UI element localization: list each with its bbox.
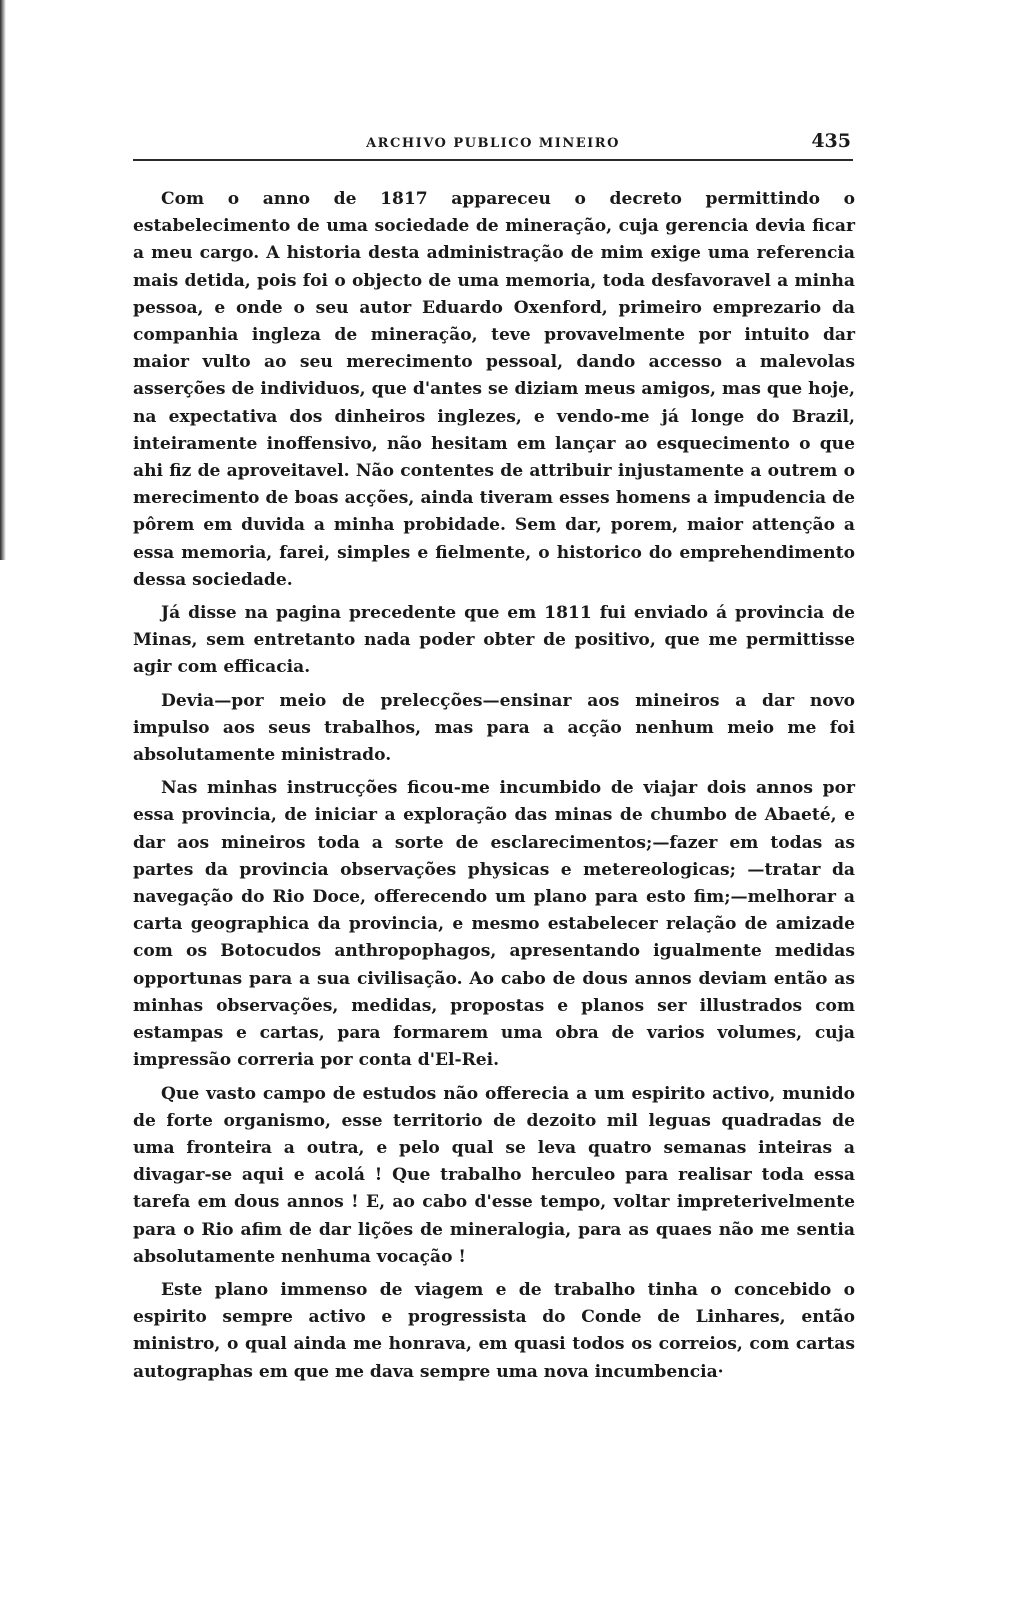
body-text	[133, 186, 855, 1392]
paragraph-4: Nas minhas instrucções ficou-me incumbido de viajar dois annos por essa provincia, de iniciar a exploração das minas de chumbo de Abaeté, e dar aos mineiros toda a sorte de esclarecimentos;—fazer em todas as partes da provincia observações physicas e metereologicas; —tratar da navegação do Rio Doce, offerecendo um plano para esto fim;—melhorar a carta geographica da provincia, e mesmo estabelecer relação de amizade com os Botocudos anthropophagos, apresentando igualmente medidas opportunas para a sua civilisação. Ao cabo de dous annos deviam então as minhas observações, medidas, propostas e planos ser illustrados com estampas e cartas, para formarem uma obra de varios volumes, cuja impressão correria por conta d'El-Rei.	[133, 778, 855, 1071]
paragraph-6: Este plano immenso de viagem e de trabalho tinha o concebido o espirito sempre activo e progressista do Conde de Linhares, então ministro, o qual ainda me honrava, em quasi todos os correios, com cartas autographas em que me dava sempre uma nova incumbencia·	[133, 1279, 855, 1382]
page-number: 435	[811, 130, 851, 152]
running-header	[133, 130, 853, 160]
paragraph-1: Com o anno de 1817 appareceu o decreto permittindo o estabelecimento de uma sociedade de mineração, cuja gerencia devia ficar a meu cargo. A historia desta administração de mim exige uma referencia mais detida, pois foi o objecto de uma memoria, toda desfavoravel a minha pessoa, e onde o seu autor Eduardo Oxenford, primeiro emprezario da companhia ingleza de mineração, teve provavelmente por intuito dar maior vulto ao seu merecimento pessoal, dando accesso a malevolas asserções de individuos, que d'antes se diziam meus amigos, mas que hoje, na expectativa dos dinheiros inglezes, e vendo-me já longe do Brazil, inteiramente inoffensivo, não hesitam em lançar ao esquecimento o que ahi fiz de aproveitavel. Não contentes de attribuir injustamente a outrem o merecimento de boas acções, ainda tiveram esses homens a impudencia de pôrem em duvida a minha probidade. Sem dar, porem, maior attenção a essa memoria, farei, simples e fielmente, o historico do emprehendimento dessa sociedade.	[133, 189, 855, 590]
page-binding-shadow	[0, 0, 6, 560]
paragraph-5: Que vasto campo de estudos não offerecia a um espirito activo, munido de forte organismo, esse territorio de dezoito mil leguas quadradas de uma fronteira a outra, e pelo qual se leva quatro semanas inteiras a divagar-se aqui e acolá ! Que trabalho herculeo para realisar toda essa tarefa em dous annos ! E, ao cabo d'esse tempo, voltar impreterivelmente para o Rio afim de dar lições de mineralogia, para as quaes não me sentia absolutamente nenhuma vocação !	[133, 1083, 855, 1267]
paragraph-2: Já disse na pagina precedente que em 1811 fui enviado á provincia de Minas, sem entretanto nada poder obter de positivo, que me permittisse agir com efficacia.	[133, 603, 855, 678]
paragraph-3: Devia—por meio de prelecções—ensinar aos mineiros a dar novo impulso aos seus trabalhos, mas para a acção nenhum meio me foi absolutamente ministrado.	[133, 690, 855, 766]
header-rule	[133, 159, 853, 161]
running-header-title: ARCHIVO PUBLICO MINEIRO	[366, 136, 620, 151]
